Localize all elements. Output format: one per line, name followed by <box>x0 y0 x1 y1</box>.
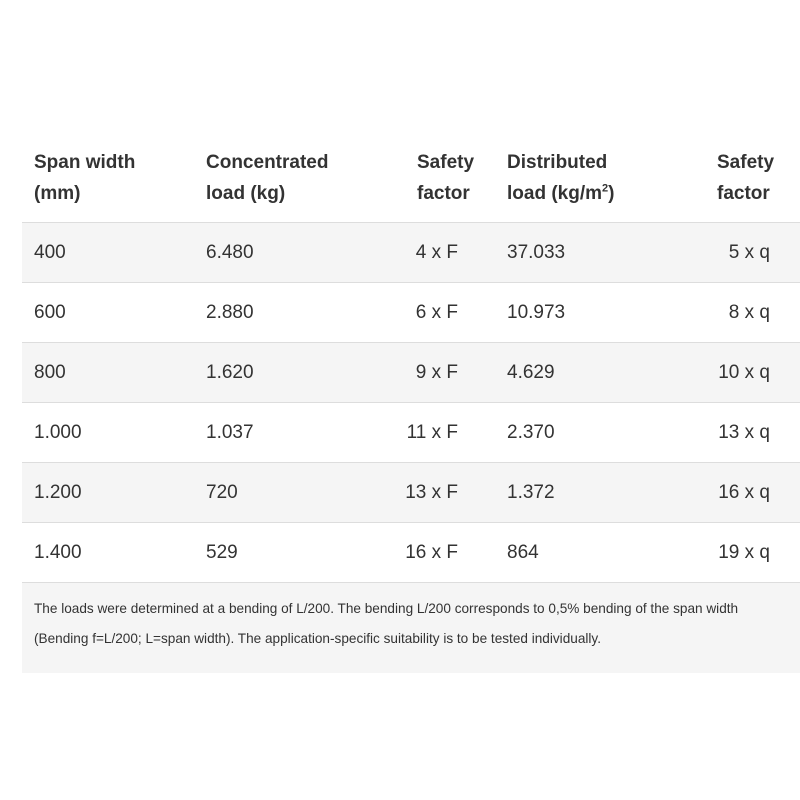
header-distributed-load-suffix: ) <box>608 182 615 204</box>
header-distributed-load <box>507 133 687 223</box>
cell-distributed-load: 4.629 <box>507 343 687 403</box>
cell-span-width: 1.000 <box>22 403 192 463</box>
cell-safety-factor-2: 10 x q <box>687 343 800 403</box>
table-header-row <box>22 133 800 223</box>
cell-concentrated-load: 1.037 <box>192 403 367 463</box>
header-concentrated-load <box>192 133 367 223</box>
footnote-line-1: The loads were determined at a bending of L/200. The bending L/200 corresponds to 0,5% bending of the span width <box>34 601 739 616</box>
cell-safety-factor-1: 4 x F <box>367 223 507 283</box>
cell-safety-factor-1: 6 x F <box>367 283 507 343</box>
load-table <box>22 133 800 583</box>
cell-safety-factor-2: 16 x q <box>687 463 800 523</box>
table-row <box>22 403 800 463</box>
header-span-width-line1: Span width <box>34 151 136 173</box>
table-row <box>22 223 800 283</box>
cell-concentrated-load: 6.480 <box>192 223 367 283</box>
cell-distributed-load: 2.370 <box>507 403 687 463</box>
cell-concentrated-load: 1.620 <box>192 343 367 403</box>
cell-concentrated-load: 529 <box>192 523 367 583</box>
footnote-line-2: (Bending f=L/200; L=span width). The application-specific suitability is to be tested individually. <box>34 631 601 646</box>
cell-distributed-load: 864 <box>507 523 687 583</box>
cell-safety-factor-2: 8 x q <box>687 283 800 343</box>
cell-span-width: 1.200 <box>22 463 192 523</box>
header-safety-factor-1 <box>367 133 507 223</box>
header-safety-factor-1-line2: factor <box>417 182 470 204</box>
header-distributed-load-line2 <box>507 178 687 209</box>
table-row <box>22 283 800 343</box>
cell-span-width: 800 <box>22 343 192 403</box>
header-safety-factor-2-line2: factor <box>717 182 770 204</box>
table-row <box>22 343 800 403</box>
cell-span-width: 600 <box>22 283 192 343</box>
cell-safety-factor-2: 5 x q <box>687 223 800 283</box>
header-distributed-load-line1: Distributed <box>507 151 608 173</box>
cell-distributed-load: 1.372 <box>507 463 687 523</box>
table-row <box>22 523 800 583</box>
cell-concentrated-load: 720 <box>192 463 367 523</box>
cell-distributed-load: 10.973 <box>507 283 687 343</box>
cell-safety-factor-1: 13 x F <box>367 463 507 523</box>
cell-safety-factor-2: 13 x q <box>687 403 800 463</box>
header-concentrated-load-line1: Concentrated <box>206 151 329 173</box>
load-table-container <box>22 133 800 673</box>
header-span-width-line2: (mm) <box>34 182 81 204</box>
header-distributed-load-sup: 2 <box>602 182 609 195</box>
cell-safety-factor-1: 16 x F <box>367 523 507 583</box>
cell-concentrated-load: 2.880 <box>192 283 367 343</box>
cell-safety-factor-1: 11 x F <box>367 403 507 463</box>
header-safety-factor-1-line1: Safety <box>417 151 475 173</box>
header-span-width <box>22 133 192 223</box>
header-safety-factor-2-line1: Safety <box>717 151 775 173</box>
header-safety-factor-2 <box>687 133 800 223</box>
table-row <box>22 463 800 523</box>
cell-safety-factor-1: 9 x F <box>367 343 507 403</box>
cell-distributed-load: 37.033 <box>507 223 687 283</box>
header-concentrated-load-line2: load (kg) <box>206 182 286 204</box>
cell-span-width: 1.400 <box>22 523 192 583</box>
cell-safety-factor-2: 19 x q <box>687 523 800 583</box>
table-footnote <box>22 583 800 673</box>
cell-span-width: 400 <box>22 223 192 283</box>
header-distributed-load-unit: load (kg/m <box>507 182 603 204</box>
